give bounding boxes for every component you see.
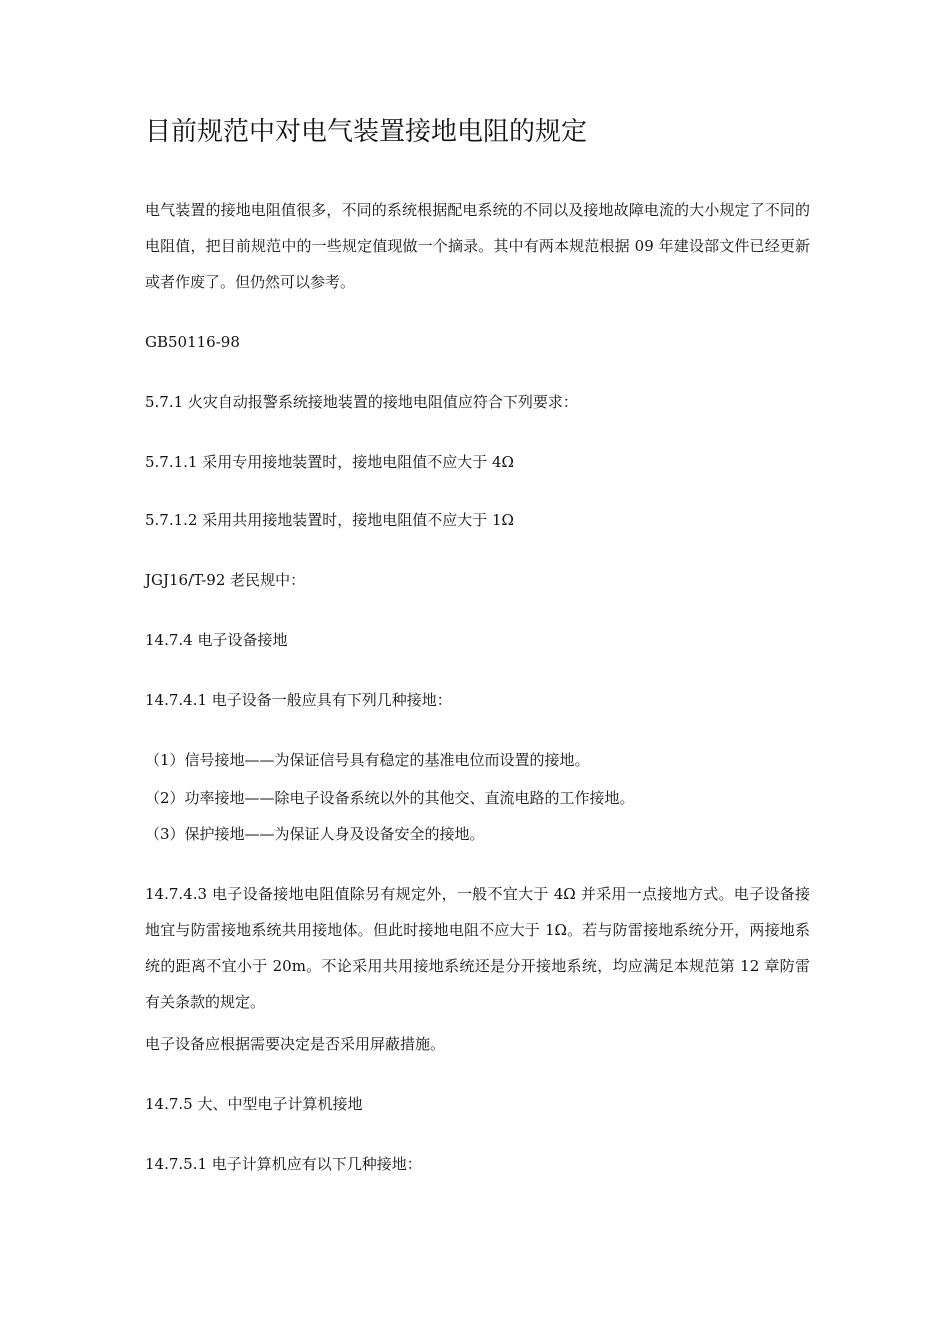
page-title: 目前规范中对电气装置接地电阻的规定	[145, 117, 588, 147]
clause-5-7-1-1: 5.7.1.1 采用专用接地装置时，接地电阻值不应大于 4Ω	[145, 453, 514, 471]
jgj-standard-code: JGJ16/T-92 老民规中：	[145, 571, 306, 589]
list-item: （1）信号接地——为保证信号具有稳定的基准电位而设置的接地。	[145, 751, 590, 769]
shielding-note: 电子设备应根据需要决定是否采用屏蔽措施。	[145, 1035, 446, 1053]
clause-14-7-4-1: 14.7.4.1 电子设备一般应具有下列几种接地：	[145, 691, 452, 709]
clause-14-7-4-3: 14.7.4.3 电子设备接地电阻值除另有规定外，一般不宜大于 4Ω 并采用一点接地方式。电子设备接地宜与防雷接地系统共用接地体。但此时接地电阻不应大于 1Ω。若与防雷接地系统分开，两接地系统的距离不宜小于 20m。不论采用共用接地系统还是分开接地系统，均应满足本规范第 12 章防雷有关条款的规定。	[145, 885, 810, 1011]
clause-5-7-1-2: 5.7.1.2 采用共用接地装置时，接地电阻值不应大于 1Ω	[145, 511, 514, 529]
clause-14-7-5: 14.7.5 大、中型电子计算机接地	[145, 1095, 363, 1113]
list-item: （2）功率接地——除电子设备系统以外的其他交、直流电路的工作接地。	[145, 789, 635, 807]
gb-standard-code: GB50116-98	[145, 333, 240, 351]
list-item: （3）保护接地——为保证人身及设备安全的接地。	[145, 825, 485, 843]
clause-14-7-5-1: 14.7.5.1 电子计算机应有以下几种接地：	[145, 1155, 422, 1173]
clause-5-7-1: 5.7.1 火灾自动报警系统接地装置的接地电阻值应符合下列要求：	[145, 393, 578, 411]
clause-14-7-4: 14.7.4 电子设备接地	[145, 631, 288, 649]
intro-paragraph: 电气装置的接地电阻值很多，不同的系统根据配电系统的不同以及接地故障电流的大小规定了不同的电阻值，把目前规范中的一些规定值现做一个摘录。其中有两本规范根据 09 年建设部文件已经更新或者作废了。但仍然可以参考。	[145, 201, 810, 291]
